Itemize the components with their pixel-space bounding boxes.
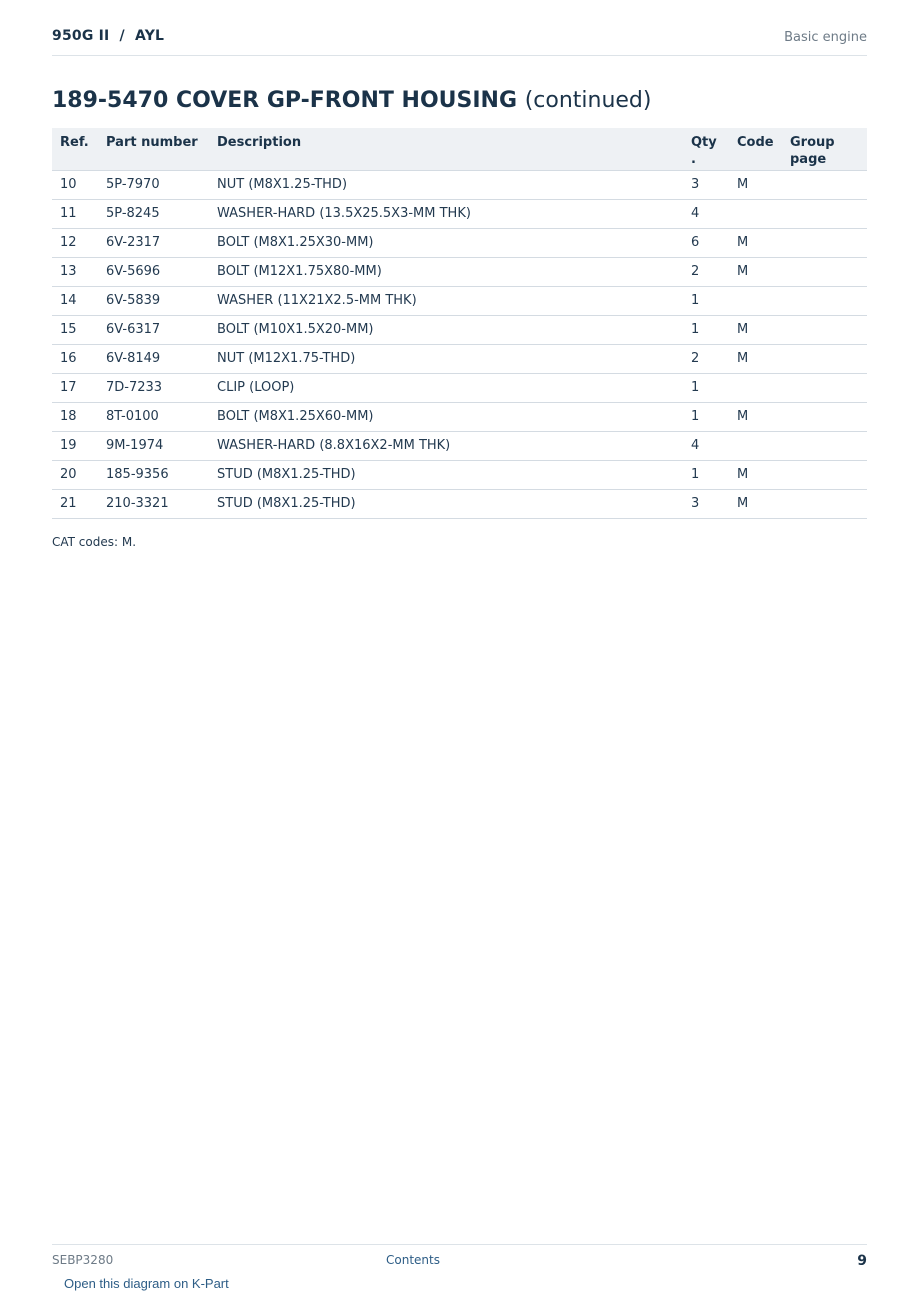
cell-group-page: [782, 315, 867, 344]
cell-description: BOLT (M8X1.25X30-MM): [209, 228, 683, 257]
cell-part-number: 8T-0100: [98, 402, 209, 431]
cell-part-number: 6V-8149: [98, 344, 209, 373]
cell-group-page: [782, 199, 867, 228]
table-row: [52, 257, 867, 286]
cell-part-number: 210-3321: [98, 489, 209, 518]
cell-description: WASHER-HARD (13.5X25.5X3-MM THK): [209, 199, 683, 228]
cell-group-page: [782, 460, 867, 489]
cell-qty: 1: [683, 460, 729, 489]
cell-qty: 1: [683, 373, 729, 402]
header-description: Description: [209, 128, 683, 170]
cell-part-number: 6V-2317: [98, 228, 209, 257]
cell-description: BOLT (M12X1.75X80-MM): [209, 257, 683, 286]
table-row: [52, 315, 867, 344]
cell-ref: 16: [52, 344, 98, 373]
cell-ref: 13: [52, 257, 98, 286]
cat-codes-note: CAT codes: M.: [52, 535, 137, 549]
cell-ref: 21: [52, 489, 98, 518]
cell-qty: 2: [683, 257, 729, 286]
parts-table: [52, 128, 867, 519]
page-footer: [52, 1244, 867, 1275]
cell-ref: 11: [52, 199, 98, 228]
cell-code: M: [729, 460, 782, 489]
cell-description: WASHER (11X21X2.5-MM THK): [209, 286, 683, 315]
cell-code: [729, 373, 782, 402]
header-ref: Ref.: [52, 128, 98, 170]
table-row: [52, 170, 867, 199]
cell-description: BOLT (M8X1.25X60-MM): [209, 402, 683, 431]
table-row: [52, 373, 867, 402]
open-kpart-link[interactable]: Open this diagram on K-Part: [64, 1276, 229, 1291]
cell-part-number: 6V-5696: [98, 257, 209, 286]
cell-description: WASHER-HARD (8.8X16X2-MM THK): [209, 431, 683, 460]
cell-group-page: [782, 228, 867, 257]
cell-group-page: [782, 431, 867, 460]
cell-code: M: [729, 489, 782, 518]
cell-description: STUD (M8X1.25-THD): [209, 489, 683, 518]
header-qty: Qty .: [683, 128, 729, 170]
doc-number: SEBP3280: [52, 1253, 114, 1267]
cell-code: [729, 199, 782, 228]
table-row: [52, 199, 867, 228]
cell-ref: 17: [52, 373, 98, 402]
cell-part-number: 5P-8245: [98, 199, 209, 228]
cell-code: M: [729, 170, 782, 199]
table-row: [52, 431, 867, 460]
cell-group-page: [782, 170, 867, 199]
cell-part-number: 6V-6317: [98, 315, 209, 344]
header-group-page: Group page: [782, 128, 867, 170]
cell-group-page: [782, 286, 867, 315]
cell-group-page: [782, 373, 867, 402]
cell-ref: 18: [52, 402, 98, 431]
cell-qty: 1: [683, 402, 729, 431]
header-part-number: Part number: [98, 128, 209, 170]
cell-ref: 12: [52, 228, 98, 257]
model-label: 950G II / AYL: [52, 28, 165, 44]
title-main: 189-5470 COVER GP-FRONT HOUSING: [52, 88, 518, 113]
cell-part-number: 9M-1974: [98, 431, 209, 460]
contents-link[interactable]: Contents: [386, 1253, 440, 1267]
table-row: [52, 489, 867, 518]
page-title: [52, 88, 651, 113]
page-header: [52, 28, 867, 56]
cell-description: BOLT (M10X1.5X20-MM): [209, 315, 683, 344]
cell-description: NUT (M12X1.75-THD): [209, 344, 683, 373]
cell-ref: 15: [52, 315, 98, 344]
table-row: [52, 344, 867, 373]
cell-code: M: [729, 315, 782, 344]
cell-part-number: 5P-7970: [98, 170, 209, 199]
header-code: Code: [729, 128, 782, 170]
cell-code: [729, 286, 782, 315]
cell-ref: 20: [52, 460, 98, 489]
cell-qty: 4: [683, 431, 729, 460]
cell-code: M: [729, 402, 782, 431]
cell-description: CLIP (LOOP): [209, 373, 683, 402]
cell-group-page: [782, 402, 867, 431]
cell-ref: 10: [52, 170, 98, 199]
cell-qty: 1: [683, 286, 729, 315]
cell-part-number: 6V-5839: [98, 286, 209, 315]
cell-part-number: 7D-7233: [98, 373, 209, 402]
title-suffix: (continued): [524, 88, 652, 113]
cell-qty: 3: [683, 489, 729, 518]
table-row: [52, 402, 867, 431]
cell-group-page: [782, 489, 867, 518]
cell-code: [729, 431, 782, 460]
cell-code: M: [729, 228, 782, 257]
cell-ref: 19: [52, 431, 98, 460]
cell-description: STUD (M8X1.25-THD): [209, 460, 683, 489]
table-row: [52, 228, 867, 257]
cell-description: NUT (M8X1.25-THD): [209, 170, 683, 199]
table-header-row: [52, 128, 867, 170]
table-row: [52, 460, 867, 489]
cell-qty: 3: [683, 170, 729, 199]
page-number: 9: [857, 1253, 867, 1269]
table-row: [52, 286, 867, 315]
cell-code: M: [729, 344, 782, 373]
cell-qty: 2: [683, 344, 729, 373]
cell-qty: 1: [683, 315, 729, 344]
cell-code: M: [729, 257, 782, 286]
section-label: Basic engine: [784, 30, 867, 45]
cell-group-page: [782, 257, 867, 286]
cell-qty: 6: [683, 228, 729, 257]
cell-part-number: 185-9356: [98, 460, 209, 489]
cell-group-page: [782, 344, 867, 373]
cell-qty: 4: [683, 199, 729, 228]
cell-ref: 14: [52, 286, 98, 315]
